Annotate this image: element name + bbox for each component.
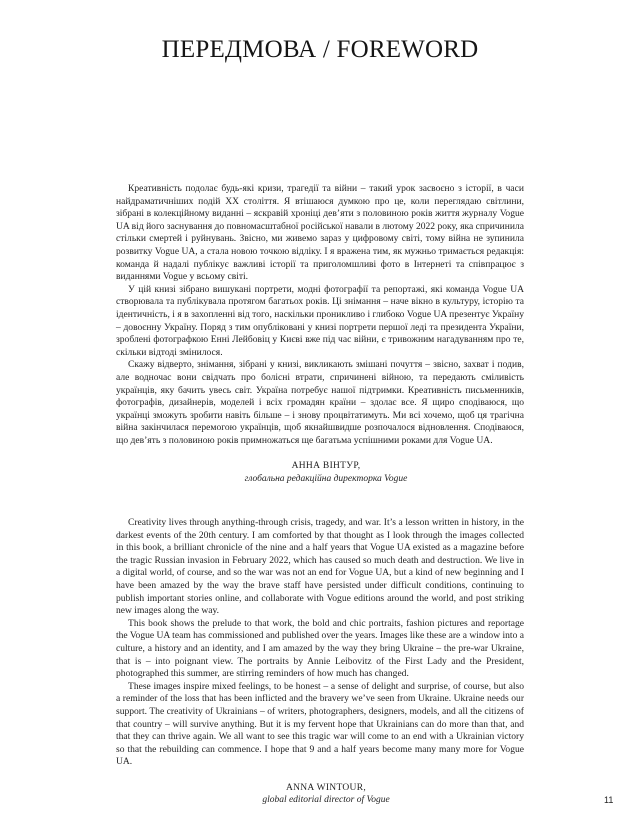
english-paragraph-2: This book shows the prelude to that work, the bold and chic portraits, fashion pictures and reportage the Vogue UA team has commissioned and published over the years. Images like these are a window into a culture, a history and an identity, and I am amazed by the way they bring Ukraine – the pre-war Ukraine, that is – into poignant view. The portraits by Annie Leibovitz of the First Lady and the President, photographed this summer, are stirring reminders of how much has changed.: [116, 617, 524, 680]
english-paragraph-3: These images inspire mixed feelings, to be honest – a sense of delight and surprise, of course, but also a reminder of the loss that has been inflicted and the bravery we’ve seen from Ukraine. Ukraine needs our support. The creativity of Ukrainians – of writers, photographers, designers, models, and all the citizens of that country – will survive anything. But it is my fervent hope that Ukrainians can do more than that, and that they can thrive again. We all want to see this tragic war will come to an end with a Ukrainian victory so that the rebuilding can commence. I hope that 9 and a half years become many many more for Vogue UA.: [116, 680, 524, 768]
foreword-ukrainian: [116, 183, 524, 486]
ukrainian-paragraph-3: Скажу відверто, знімання, зібрані у книзі, викликають змішані почуття – звісно, захват і подив, але водночас вони свідчать про болісні втрати, спричинені війною, та передають сміливість українців, яку бачить увесь світ. Україна потребує нашої підтримки. Креативність письменників, фотографів, дизайнерів, моделей і всіх громадян країни – здолає все. Я щиро сподіваюся, що українці зможуть зробити навіть більше – і знову процвітатимуть. Ми всі хочемо, щоб ця трагічна війна закінчилася перемогою українців, щоб якнайшвидше розпочалося відновлення. Сподіваюся, що дев’ять з половиною років примножаться ще багатьма успішними роками для Vogue UA.: [116, 359, 524, 446]
ukrainian-signature: [116, 460, 524, 485]
english-signature-role: global editorial director of Vogue: [262, 795, 390, 806]
foreword-english: [116, 517, 524, 807]
ukrainian-paragraph-1: Креативність подолає будь-які кризи, трагедії та війни – такий урок засвоєно з історії, в часи найдраматичніших подій XX століття. Я втішаюся думкою про це, коли переглядаю світлини, зібрані в колекційному виданні – яскравій хроніці дев’яти з половиною років життя журналу Vogue UA від його заснування до повномасштабної російської навали в лютому 2022 року, яка спричинила стільки смертей і руйнувань. Звісно, ми живемо зараз у цифровому світі, тому війна не зупинила розвитку Vogue UA, а стала новою точкою відліку. І я вражена тим, як мужньо тримається редакція: команда й надалі публікує важливі історії та приголомшливі фото в Інтернеті та співпрацює з виданнями Vogue у всьому світі.: [116, 183, 524, 283]
ukrainian-signature-name: АННА ВІНТУР,: [291, 461, 361, 472]
ukrainian-signature-role: глобальна редакційна директорка Vogue: [244, 474, 408, 485]
page-title: ПЕРЕДМОВА / FOREWORD: [161, 36, 479, 63]
ukrainian-paragraph-2: У цій книзі зібрано вишукані портрети, модні фотографії та репортажі, які команда Vogue UA створювала та публікувала протягом багатьох років. Ці знімання – наче вікно в культуру, історію та ідентичність, і я в захопленні від того, наскільки проникливо і глибоко Vogue UA презентує Україну – довоєнну Україну. Поряд з тим опубліковані у книзі портрети першої леді та президента України, зроблені фотографкою Енні Лейбовіц у Києві вже під час війни, є тривожним нагадуванням про те, скільки відтоді змінилося.: [116, 283, 524, 358]
english-signature-name: ANNA WINTOUR,: [285, 782, 367, 793]
page-number: 11: [604, 795, 614, 805]
english-signature: [116, 782, 524, 807]
english-paragraph-1: Creativity lives through anything-through crisis, tragedy, and war. It’s a lesson written in history, in the darkest events of the 20th century. I am comforted by that thought as I look through the images collected in this book, a brilliant chronicle of the nine and a half years that Vogue UA existed as a magazine before the tragic Russian invasion in February 2022, which has caused so much death and destruction. We live in a digital world, of course, and so the war was not an end for Vogue UA, but a kind of new beginning and I have been amazed by the way the brave staff have persisted under difficult conditions, continuing to publish important stories online, and collaborate with Vogue editions around the world, and post striking new images along the way.: [116, 517, 524, 617]
